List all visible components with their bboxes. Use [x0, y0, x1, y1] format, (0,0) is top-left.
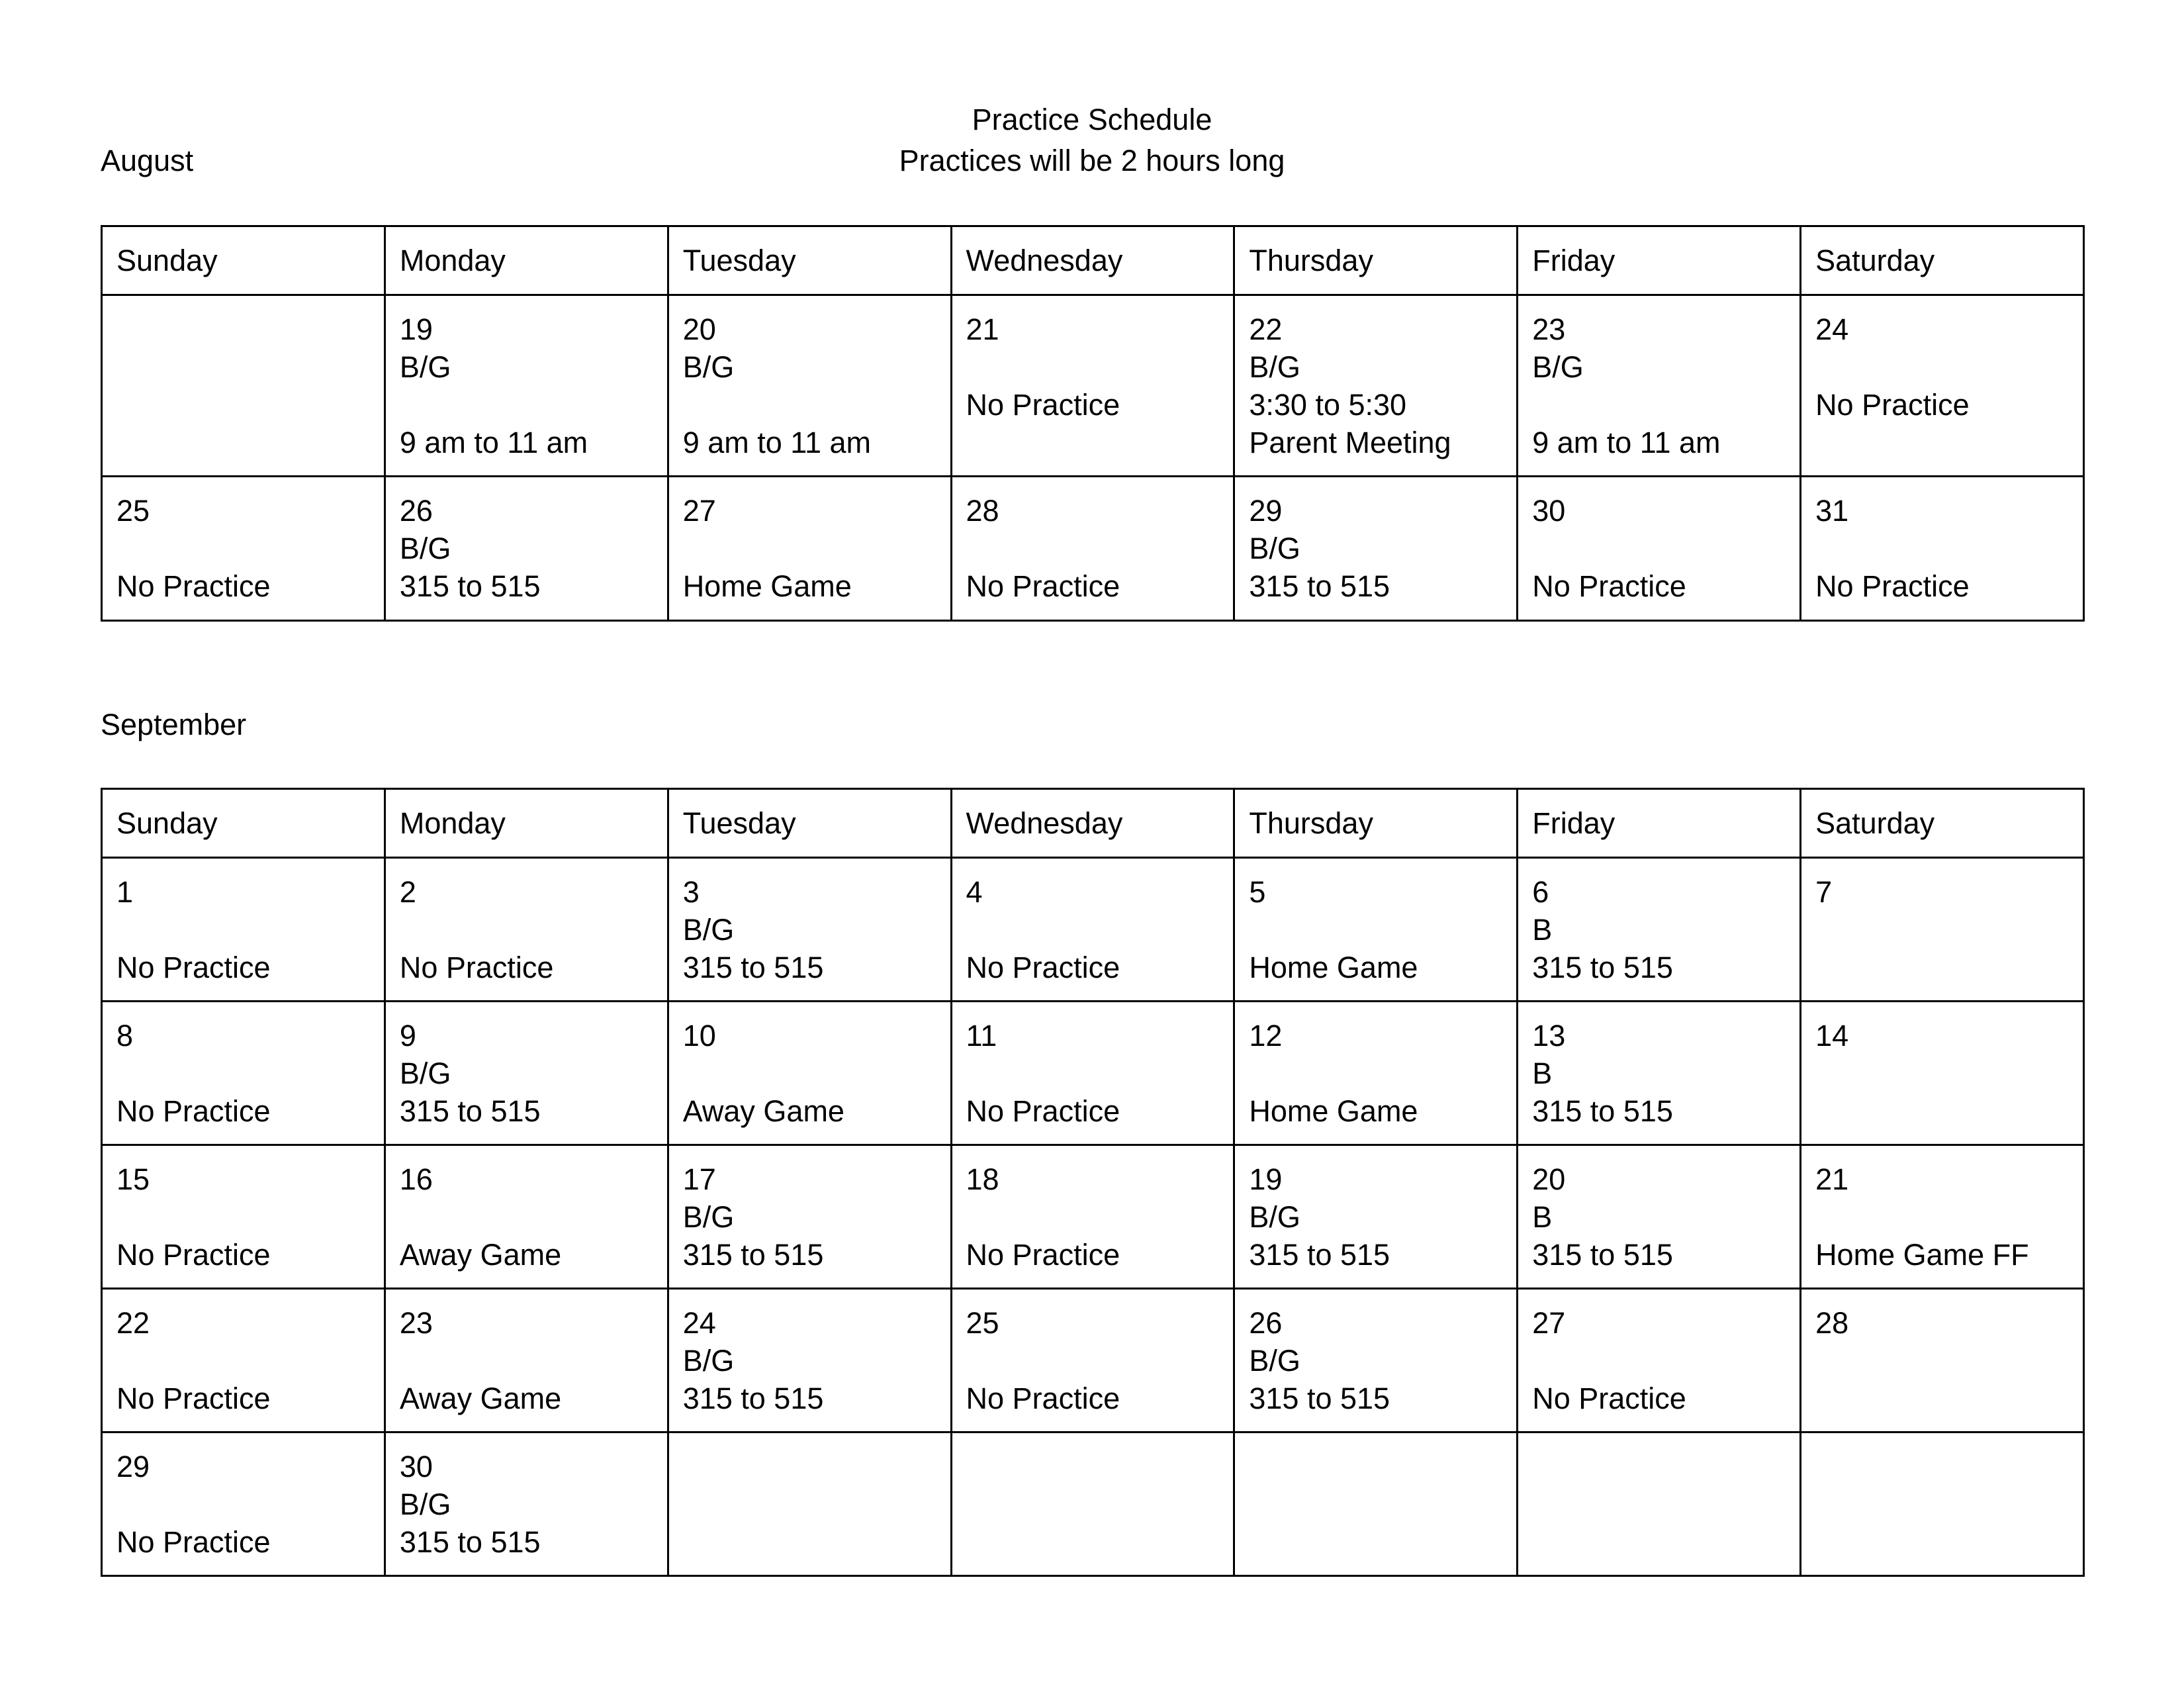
calendar-week-row: [102, 1002, 2084, 1145]
day-entry-line: B/G: [1249, 532, 1300, 565]
day-entry-line: 315 to 515: [1532, 1094, 1673, 1128]
calendar-day-cell: [102, 477, 385, 621]
day-cell-content: [116, 492, 384, 605]
calendar-day-cell: [1801, 858, 2084, 1002]
weekday-header-cell: Sunday: [102, 789, 385, 858]
day-number: 24: [1815, 312, 1849, 346]
weekday-header-row: [102, 789, 2084, 858]
day-entry-line: B/G: [399, 1056, 451, 1090]
day-cell-content: [966, 310, 1234, 424]
day-entry-line: [1532, 530, 1799, 567]
day-cell-content: [1249, 310, 1516, 461]
day-entry-line: [966, 1198, 1234, 1236]
day-number: 6: [1532, 875, 1549, 909]
day-entry-line: B/G: [1249, 350, 1300, 384]
day-number: 9: [399, 1019, 416, 1053]
calendar-day-cell: [1518, 858, 1801, 1002]
calendar-day-cell: [385, 477, 668, 621]
day-entry-line: B/G: [682, 350, 735, 384]
day-entry-line: [1815, 530, 2083, 567]
day-entry-line: B/G: [682, 1344, 735, 1378]
day-cell-content: [1532, 492, 1799, 605]
day-entry-line: 9 am to 11 am: [399, 426, 588, 459]
day-entry-line: No Practice: [966, 951, 1120, 984]
calendar-day-cell: [951, 1145, 1234, 1289]
day-number: 19: [399, 312, 433, 346]
calendar-week-row: [102, 477, 2084, 621]
day-number: 28: [966, 494, 999, 528]
weekday-header-cell: Friday: [1518, 226, 1801, 295]
calendar-day-cell: [102, 1002, 385, 1145]
day-entry-line: 315 to 515: [682, 1238, 824, 1272]
day-cell-content: [1249, 1017, 1516, 1130]
day-number: 29: [1249, 494, 1283, 528]
calendar-day-cell: [1234, 477, 1518, 621]
day-entry-line: [116, 1198, 384, 1236]
calendar-day-cell: [1801, 1145, 2084, 1289]
day-cell-content: [966, 1017, 1234, 1130]
day-entry-line: B/G: [1249, 1200, 1300, 1234]
calendar-day-cell: [102, 1289, 385, 1432]
calendar-day-cell: [385, 295, 668, 477]
day-cell-content: [683, 1160, 950, 1274]
calendar-day-cell: [668, 1432, 951, 1576]
day-entry-line: [116, 911, 384, 949]
calendar-day-cell: [668, 1002, 951, 1145]
calendar-day-cell: [385, 1002, 668, 1145]
weekday-header-cell: Thursday: [1234, 789, 1518, 858]
day-entry-line: Away Game: [399, 1382, 562, 1415]
calendar-day-cell: [1518, 1002, 1801, 1145]
day-number: 8: [116, 1019, 134, 1053]
day-cell-content: [400, 1448, 667, 1561]
day-entry-line: [966, 530, 1234, 567]
weekday-header-cell: Thursday: [1234, 226, 1518, 295]
calendar-day-cell: [668, 858, 951, 1002]
day-number: 5: [1249, 875, 1266, 909]
day-cell-content: [683, 1017, 950, 1130]
day-cell-content: [1532, 1160, 1799, 1274]
day-entry-line: B/G: [399, 350, 451, 384]
day-entry-line: [116, 530, 384, 567]
calendar-day-cell: [385, 1289, 668, 1432]
weekday-header-row: [102, 226, 2084, 295]
day-cell-content: [1532, 1017, 1799, 1130]
calendar-day-cell: [951, 1002, 1234, 1145]
day-number: 23: [399, 1306, 433, 1340]
calendar-day-cell: [1518, 477, 1801, 621]
day-cell-content: [116, 1448, 384, 1561]
weekday-header-cell: Tuesday: [668, 226, 951, 295]
calendar-week-row: [102, 295, 2084, 477]
day-entry-line: B/G: [1249, 1344, 1300, 1378]
day-number: 18: [966, 1162, 999, 1196]
day-cell-content: [1815, 492, 2083, 605]
month-label-august: August: [101, 144, 194, 177]
day-cell-content: [1532, 310, 1799, 461]
calendar-day-cell: [1801, 1432, 2084, 1576]
day-cell-content: [400, 873, 667, 986]
day-cell-content: [1815, 873, 2083, 911]
day-number: 30: [1532, 494, 1566, 528]
day-cell-content: [400, 492, 667, 605]
day-number: 21: [1815, 1162, 1849, 1196]
weekday-header-cell: Monday: [385, 789, 668, 858]
day-cell-content: [1249, 873, 1516, 986]
day-number: 23: [1532, 312, 1566, 346]
day-cell-content: [1815, 1160, 2083, 1274]
day-entry-line: [1249, 1055, 1516, 1092]
day-number: 17: [682, 1162, 716, 1196]
weekday-header-cell: Monday: [385, 226, 668, 295]
day-entry-line: Away Game: [399, 1238, 562, 1272]
day-entry-line: [116, 1485, 384, 1523]
calendar-day-cell: [1234, 1289, 1518, 1432]
day-cell-content: [683, 310, 950, 461]
day-entry-line: [1532, 386, 1799, 424]
calendar-day-cell: [668, 1145, 951, 1289]
day-entry-line: [683, 1055, 950, 1092]
day-entry-line: [966, 1342, 1234, 1380]
day-cell-content: [683, 492, 950, 605]
day-entry-line: No Practice: [966, 1238, 1120, 1272]
day-number: 26: [1249, 1306, 1283, 1340]
calendar-day-cell: [1234, 1002, 1518, 1145]
day-cell-content: [966, 1160, 1234, 1274]
day-cell-content: [1532, 1304, 1799, 1417]
day-number: 3: [682, 875, 700, 909]
weekday-header-cell: Wednesday: [951, 789, 1234, 858]
day-number: 21: [966, 312, 999, 346]
day-entry-line: B/G: [399, 1487, 451, 1521]
calendar-day-cell: [1234, 295, 1518, 477]
calendar-day-cell: [1518, 295, 1801, 477]
calendar-day-cell: [1518, 1432, 1801, 1576]
weekday-header-cell: Sunday: [102, 226, 385, 295]
day-cell-content: [683, 873, 950, 986]
day-cell-content: [400, 310, 667, 461]
page-subtitle: Practices will be 2 hours long: [899, 144, 1285, 177]
day-number: 10: [682, 1019, 716, 1053]
day-cell-content: [966, 1304, 1234, 1417]
day-number: 24: [682, 1306, 716, 1340]
day-cell-content: [1815, 1304, 2083, 1342]
day-entry-line: No Practice: [116, 1094, 271, 1128]
day-cell-content: [1249, 1160, 1516, 1274]
day-entry-line: 9 am to 11 am: [682, 426, 871, 459]
day-entry-line: 315 to 515: [682, 1382, 824, 1415]
day-entry-line: [400, 1198, 667, 1236]
day-entry-line: B/G: [682, 1200, 735, 1234]
calendar-day-cell: [1234, 858, 1518, 1002]
day-entry-line: 315 to 515: [399, 1525, 541, 1559]
day-number: 22: [116, 1306, 150, 1340]
day-entry-line: [400, 386, 667, 424]
day-number: 27: [682, 494, 716, 528]
day-number: 20: [1532, 1162, 1566, 1196]
day-entry-line: No Practice: [966, 1094, 1120, 1128]
calendar-week-row: [102, 1145, 2084, 1289]
day-number: 29: [116, 1450, 150, 1483]
day-number: 4: [966, 875, 983, 909]
calendar-august: [101, 225, 2085, 622]
day-cell-content: [400, 1017, 667, 1130]
calendar-day-cell: [1234, 1145, 1518, 1289]
day-entry-line: 315 to 515: [1249, 1238, 1390, 1272]
calendar-day-cell: [102, 858, 385, 1002]
weekday-header-cell: Tuesday: [668, 789, 951, 858]
calendar-day-cell: [668, 1289, 951, 1432]
calendar-day-cell: [1801, 1289, 2084, 1432]
day-entry-line: No Practice: [1532, 569, 1686, 603]
weekday-header-cell: Saturday: [1801, 226, 2084, 295]
day-entry-line: No Practice: [1532, 1382, 1686, 1415]
day-entry-line: No Practice: [116, 569, 271, 603]
day-number: 15: [116, 1162, 150, 1196]
calendar-day-cell: [951, 1289, 1234, 1432]
calendar-day-cell: [385, 1145, 668, 1289]
day-entry-line: 315 to 515: [399, 569, 541, 603]
day-number: 12: [1249, 1019, 1283, 1053]
calendar-day-cell: [102, 1145, 385, 1289]
calendar-day-cell: [951, 295, 1234, 477]
day-entry-line: No Practice: [966, 1382, 1120, 1415]
day-number: 7: [1815, 875, 1833, 909]
day-cell-content: [1815, 310, 2083, 424]
day-entry-line: B/G: [682, 913, 735, 947]
day-entry-line: [1815, 1198, 2083, 1236]
day-entry-line: B/G: [1532, 350, 1584, 384]
calendar-day-cell: [951, 477, 1234, 621]
day-entry-line: [966, 348, 1234, 386]
day-number: 20: [682, 312, 716, 346]
day-entry-line: [400, 911, 667, 949]
calendar-day-cell: [951, 858, 1234, 1002]
day-number: 19: [1249, 1162, 1283, 1196]
day-entry-line: No Practice: [116, 951, 271, 984]
day-cell-content: [116, 1304, 384, 1417]
weekday-header-cell: Saturday: [1801, 789, 2084, 858]
day-entry-line: [1532, 1342, 1799, 1380]
day-entry-line: Home Game: [1249, 951, 1418, 984]
calendar-day-cell: [1518, 1145, 1801, 1289]
day-entry-line: Home Game FF: [1815, 1238, 2029, 1272]
day-entry-line: [1249, 911, 1516, 949]
day-cell-content: [1815, 1017, 2083, 1055]
calendar-september: [101, 788, 2085, 1577]
day-entry-line: No Practice: [1815, 569, 1970, 603]
day-number: 16: [399, 1162, 433, 1196]
day-entry-line: Parent Meeting: [1249, 426, 1451, 459]
day-number: 14: [1815, 1019, 1849, 1053]
day-number: 13: [1532, 1019, 1566, 1053]
day-entry-line: B/G: [399, 532, 451, 565]
weekday-header-cell: Wednesday: [951, 226, 1234, 295]
day-entry-line: [966, 911, 1234, 949]
day-entry-line: No Practice: [116, 1238, 271, 1272]
day-number: 2: [399, 875, 416, 909]
day-cell-content: [116, 873, 384, 986]
day-entry-line: 315 to 515: [399, 1094, 541, 1128]
day-entry-line: Home Game: [682, 569, 852, 603]
day-number: 28: [1815, 1306, 1849, 1340]
page-title: Practice Schedule: [972, 103, 1212, 136]
day-cell-content: [1249, 1304, 1516, 1417]
day-entry-line: No Practice: [399, 951, 554, 984]
day-entry-line: 315 to 515: [1532, 951, 1673, 984]
day-number: 26: [399, 494, 433, 528]
weekday-header-cell: Friday: [1518, 789, 1801, 858]
day-cell-content: [116, 1160, 384, 1274]
calendar-day-cell: [385, 1432, 668, 1576]
calendar-day-cell: [668, 295, 951, 477]
day-number: 22: [1249, 312, 1283, 346]
calendar-day-cell: [1234, 1432, 1518, 1576]
day-entry-line: 315 to 515: [1249, 569, 1390, 603]
day-number: 30: [399, 1450, 433, 1483]
day-entry-line: 9 am to 11 am: [1532, 426, 1721, 459]
calendar-day-cell: [1801, 477, 2084, 621]
day-number: 25: [116, 494, 150, 528]
calendar-week-row: [102, 1432, 2084, 1576]
day-entry-line: 315 to 515: [1532, 1238, 1673, 1272]
day-entry-line: [116, 1055, 384, 1092]
month-label-september: September: [101, 708, 247, 741]
calendar-week-row: [102, 1289, 2084, 1432]
day-entry-line: 315 to 515: [1249, 1382, 1390, 1415]
day-cell-content: [966, 873, 1234, 986]
calendar-day-cell: [951, 1432, 1234, 1576]
day-cell-content: [400, 1304, 667, 1417]
day-cell-content: [1532, 873, 1799, 986]
calendar-day-cell: [1518, 1289, 1801, 1432]
day-entry-line: No Practice: [116, 1382, 271, 1415]
day-entry-line: 3:30 to 5:30: [1249, 388, 1407, 422]
day-number: 25: [966, 1306, 999, 1340]
calendar-day-cell: [668, 477, 951, 621]
day-entry-line: B: [1532, 1056, 1553, 1090]
day-cell-content: [400, 1160, 667, 1274]
day-number: 27: [1532, 1306, 1566, 1340]
day-entry-line: No Practice: [966, 569, 1120, 603]
calendar-day-cell: [1801, 295, 2084, 477]
day-entry-line: Away Game: [682, 1094, 844, 1128]
day-entry-line: [683, 530, 950, 567]
day-entry-line: [1815, 348, 2083, 386]
calendar-day-cell: [102, 1432, 385, 1576]
day-entry-line: [683, 386, 950, 424]
day-entry-line: Home Game: [1249, 1094, 1418, 1128]
day-cell-content: [683, 1304, 950, 1417]
day-cell-content: [116, 1017, 384, 1130]
calendar-week-row: [102, 858, 2084, 1002]
calendar-day-cell: [102, 295, 385, 477]
day-entry-line: B: [1532, 913, 1553, 947]
day-entry-line: B: [1532, 1200, 1553, 1234]
day-entry-line: 315 to 515: [682, 951, 824, 984]
day-number: 31: [1815, 494, 1849, 528]
day-entry-line: No Practice: [1815, 388, 1970, 422]
day-entry-line: No Practice: [966, 388, 1120, 422]
calendar-day-cell: [385, 858, 668, 1002]
day-number: 11: [966, 1019, 997, 1053]
day-cell-content: [966, 492, 1234, 605]
day-entry-line: [116, 1342, 384, 1380]
calendar-day-cell: [1801, 1002, 2084, 1145]
day-cell-content: [1249, 492, 1516, 605]
day-entry-line: [966, 1055, 1234, 1092]
day-number: 1: [116, 875, 134, 909]
day-entry-line: [400, 1342, 667, 1380]
day-entry-line: No Practice: [116, 1525, 271, 1559]
